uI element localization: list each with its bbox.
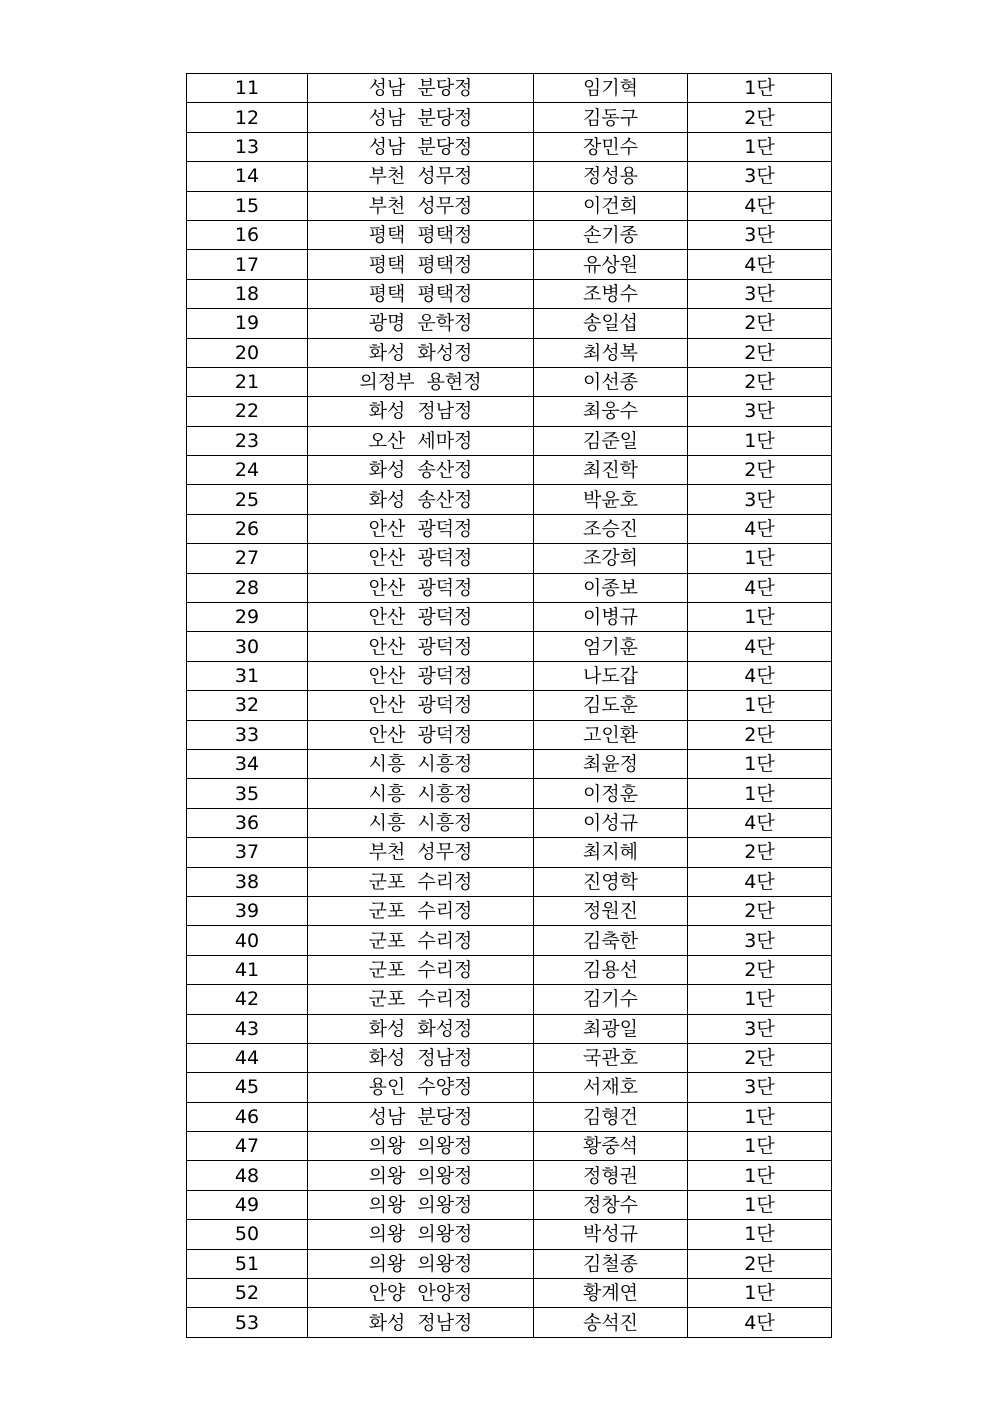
dan-rank-cell: 4단 [688,573,832,602]
table-row [187,1014,832,1043]
dan-rank-cell: 4단 [688,191,832,220]
member-name-cell: 최광일 [534,1014,688,1043]
table-row [187,1043,832,1072]
club-cell: 화성 정남정 [308,1308,534,1337]
row-number-cell: 27 [187,544,308,573]
member-name-cell: 송일섭 [534,309,688,338]
dan-rank-cell: 4단 [688,661,832,690]
table-row [187,632,832,661]
member-name-cell: 유상원 [534,250,688,279]
dan-rank-cell: 1단 [688,1279,832,1308]
dan-rank-cell: 1단 [688,132,832,161]
club-cell: 안산 광덕정 [308,514,534,543]
club-cell: 부천 성무정 [308,162,534,191]
dan-rank-cell: 1단 [688,1190,832,1219]
row-number-cell: 48 [187,1161,308,1190]
member-name-cell: 최진학 [534,456,688,485]
table-row [187,603,832,632]
member-name-cell: 이선종 [534,367,688,396]
table-row [187,1132,832,1161]
dan-rank-cell: 1단 [688,749,832,778]
member-name-cell: 이종보 [534,573,688,602]
table-row [187,749,832,778]
table-row [187,1073,832,1102]
club-cell: 안산 광덕정 [308,720,534,749]
table-row [187,426,832,455]
dan-rank-cell: 4단 [688,632,832,661]
dan-rank-cell: 1단 [688,1161,832,1190]
row-number-cell: 15 [187,191,308,220]
club-cell: 부천 성무정 [308,838,534,867]
dan-rank-cell: 3단 [688,926,832,955]
dan-rank-cell: 1단 [688,544,832,573]
table-row [187,250,832,279]
club-cell: 안산 광덕정 [308,632,534,661]
row-number-cell: 47 [187,1132,308,1161]
member-name-cell: 최성복 [534,338,688,367]
row-number-cell: 42 [187,985,308,1014]
row-number-cell: 35 [187,779,308,808]
row-number-cell: 50 [187,1220,308,1249]
dan-rank-cell: 2단 [688,309,832,338]
row-number-cell: 32 [187,691,308,720]
row-number-cell: 29 [187,603,308,632]
row-number-cell: 41 [187,955,308,984]
table-row [187,456,832,485]
club-cell: 화성 정남정 [308,397,534,426]
member-name-cell: 조강희 [534,544,688,573]
club-cell: 안산 광덕정 [308,573,534,602]
row-number-cell: 26 [187,514,308,543]
member-name-cell: 최지혜 [534,838,688,867]
row-number-cell: 22 [187,397,308,426]
club-cell: 안산 광덕정 [308,603,534,632]
member-name-cell: 장민수 [534,132,688,161]
club-cell: 군포 수리정 [308,985,534,1014]
dan-rank-cell: 3단 [688,485,832,514]
table-row [187,338,832,367]
member-name-cell: 정창수 [534,1190,688,1219]
dan-rank-cell: 1단 [688,603,832,632]
club-cell: 군포 수리정 [308,867,534,896]
dan-rank-cell: 4단 [688,867,832,896]
member-name-cell: 김용선 [534,955,688,984]
dan-rank-cell: 3단 [688,1073,832,1102]
row-number-cell: 18 [187,279,308,308]
member-name-cell: 국관호 [534,1043,688,1072]
row-number-cell: 51 [187,1249,308,1278]
club-cell: 시흥 시흥정 [308,779,534,808]
table-row [187,1190,832,1219]
dan-rank-cell: 1단 [688,1220,832,1249]
dan-rank-cell: 3단 [688,397,832,426]
club-cell: 광명 운학정 [308,309,534,338]
table-row [187,191,832,220]
dan-rank-cell: 2단 [688,1249,832,1278]
dan-rank-cell: 3단 [688,279,832,308]
member-name-cell: 김도훈 [534,691,688,720]
roster-table [186,73,832,1338]
table-row [187,103,832,132]
member-name-cell: 이건희 [534,191,688,220]
club-cell: 의왕 의왕정 [308,1249,534,1278]
club-cell: 안산 광덕정 [308,661,534,690]
dan-rank-cell: 3단 [688,162,832,191]
member-name-cell: 고인환 [534,720,688,749]
table-row [187,544,832,573]
table-row [187,867,832,896]
row-number-cell: 44 [187,1043,308,1072]
row-number-cell: 13 [187,132,308,161]
row-number-cell: 30 [187,632,308,661]
club-cell: 화성 정남정 [308,1043,534,1072]
member-name-cell: 황계연 [534,1279,688,1308]
row-number-cell: 28 [187,573,308,602]
club-cell: 의왕 의왕정 [308,1132,534,1161]
club-cell: 의왕 의왕정 [308,1190,534,1219]
dan-rank-cell: 1단 [688,1132,832,1161]
table-row [187,573,832,602]
member-name-cell: 나도갑 [534,661,688,690]
dan-rank-cell: 2단 [688,456,832,485]
table-row [187,397,832,426]
table-row [187,514,832,543]
table-row [187,162,832,191]
table-row [187,485,832,514]
member-name-cell: 김철종 [534,1249,688,1278]
row-number-cell: 25 [187,485,308,514]
table-row [187,1220,832,1249]
member-name-cell: 김준일 [534,426,688,455]
dan-rank-cell: 2단 [688,1043,832,1072]
club-cell: 의왕 의왕정 [308,1220,534,1249]
table-row [187,779,832,808]
club-cell: 시흥 시흥정 [308,808,534,837]
row-number-cell: 17 [187,250,308,279]
member-name-cell: 박성규 [534,1220,688,1249]
member-name-cell: 이성규 [534,808,688,837]
table-row [187,896,832,925]
row-number-cell: 34 [187,749,308,778]
table-row [187,720,832,749]
row-number-cell: 24 [187,456,308,485]
member-name-cell: 이병규 [534,603,688,632]
table-row [187,1161,832,1190]
row-number-cell: 37 [187,838,308,867]
row-number-cell: 40 [187,926,308,955]
dan-rank-cell: 2단 [688,896,832,925]
club-cell: 안양 안양정 [308,1279,534,1308]
member-name-cell: 정성용 [534,162,688,191]
row-number-cell: 39 [187,896,308,925]
member-name-cell: 이정훈 [534,779,688,808]
row-number-cell: 33 [187,720,308,749]
table-row [187,220,832,249]
club-cell: 성남 분당정 [308,1102,534,1131]
row-number-cell: 52 [187,1279,308,1308]
row-number-cell: 46 [187,1102,308,1131]
table-row [187,926,832,955]
dan-rank-cell: 2단 [688,720,832,749]
dan-rank-cell: 3단 [688,220,832,249]
row-number-cell: 14 [187,162,308,191]
club-cell: 화성 화성정 [308,1014,534,1043]
member-name-cell: 정원진 [534,896,688,925]
table-row [187,691,832,720]
club-cell: 화성 화성정 [308,338,534,367]
table-row [187,367,832,396]
dan-rank-cell: 1단 [688,426,832,455]
dan-rank-cell: 1단 [688,74,832,103]
table-row [187,985,832,1014]
member-name-cell: 엄기훈 [534,632,688,661]
table-row [187,808,832,837]
club-cell: 화성 송산정 [308,485,534,514]
table-row [187,1249,832,1278]
dan-rank-cell: 1단 [688,1102,832,1131]
table-row [187,1279,832,1308]
row-number-cell: 12 [187,103,308,132]
club-cell: 성남 분당정 [308,74,534,103]
dan-rank-cell: 2단 [688,103,832,132]
club-cell: 성남 분당정 [308,132,534,161]
row-number-cell: 49 [187,1190,308,1219]
club-cell: 군포 수리정 [308,896,534,925]
club-cell: 평택 평택정 [308,250,534,279]
row-number-cell: 23 [187,426,308,455]
row-number-cell: 36 [187,808,308,837]
dan-rank-cell: 2단 [688,338,832,367]
member-name-cell: 손기종 [534,220,688,249]
row-number-cell: 43 [187,1014,308,1043]
table-row [187,838,832,867]
row-number-cell: 38 [187,867,308,896]
club-cell: 평택 평택정 [308,279,534,308]
club-cell: 군포 수리정 [308,955,534,984]
dan-rank-cell: 2단 [688,955,832,984]
table-row [187,74,832,103]
member-name-cell: 김형건 [534,1102,688,1131]
club-cell: 성남 분당정 [308,103,534,132]
row-number-cell: 19 [187,309,308,338]
dan-rank-cell: 4단 [688,1308,832,1337]
dan-rank-cell: 1단 [688,691,832,720]
dan-rank-cell: 2단 [688,367,832,396]
member-name-cell: 최웅수 [534,397,688,426]
club-cell: 오산 세마정 [308,426,534,455]
member-name-cell: 송석진 [534,1308,688,1337]
row-number-cell: 53 [187,1308,308,1337]
dan-rank-cell: 2단 [688,838,832,867]
member-name-cell: 서재호 [534,1073,688,1102]
dan-rank-cell: 4단 [688,808,832,837]
member-name-cell: 김기수 [534,985,688,1014]
dan-rank-cell: 4단 [688,250,832,279]
row-number-cell: 11 [187,74,308,103]
club-cell: 화성 송산정 [308,456,534,485]
row-number-cell: 21 [187,367,308,396]
club-cell: 의왕 의왕정 [308,1161,534,1190]
dan-rank-cell: 1단 [688,985,832,1014]
member-name-cell: 진영학 [534,867,688,896]
table-row [187,955,832,984]
club-cell: 부천 성무정 [308,191,534,220]
club-cell: 안산 광덕정 [308,544,534,573]
club-cell: 의정부 용현정 [308,367,534,396]
member-name-cell: 임기혁 [534,74,688,103]
member-name-cell: 박윤호 [534,485,688,514]
table-row [187,132,832,161]
member-name-cell: 김동구 [534,103,688,132]
row-number-cell: 45 [187,1073,308,1102]
member-name-cell: 최윤정 [534,749,688,778]
table-row [187,279,832,308]
club-cell: 평택 평택정 [308,220,534,249]
table-row [187,1102,832,1131]
table-row [187,309,832,338]
member-name-cell: 김축한 [534,926,688,955]
dan-rank-cell: 4단 [688,514,832,543]
dan-rank-cell: 1단 [688,779,832,808]
member-name-cell: 조병수 [534,279,688,308]
club-cell: 안산 광덕정 [308,691,534,720]
member-name-cell: 황중석 [534,1132,688,1161]
row-number-cell: 31 [187,661,308,690]
member-name-cell: 조승진 [534,514,688,543]
row-number-cell: 16 [187,220,308,249]
table-row [187,661,832,690]
member-name-cell: 정형권 [534,1161,688,1190]
roster-table-body [187,74,832,1338]
table-row [187,1308,832,1337]
dan-rank-cell: 3단 [688,1014,832,1043]
club-cell: 시흥 시흥정 [308,749,534,778]
row-number-cell: 20 [187,338,308,367]
club-cell: 용인 수양정 [308,1073,534,1102]
club-cell: 군포 수리정 [308,926,534,955]
